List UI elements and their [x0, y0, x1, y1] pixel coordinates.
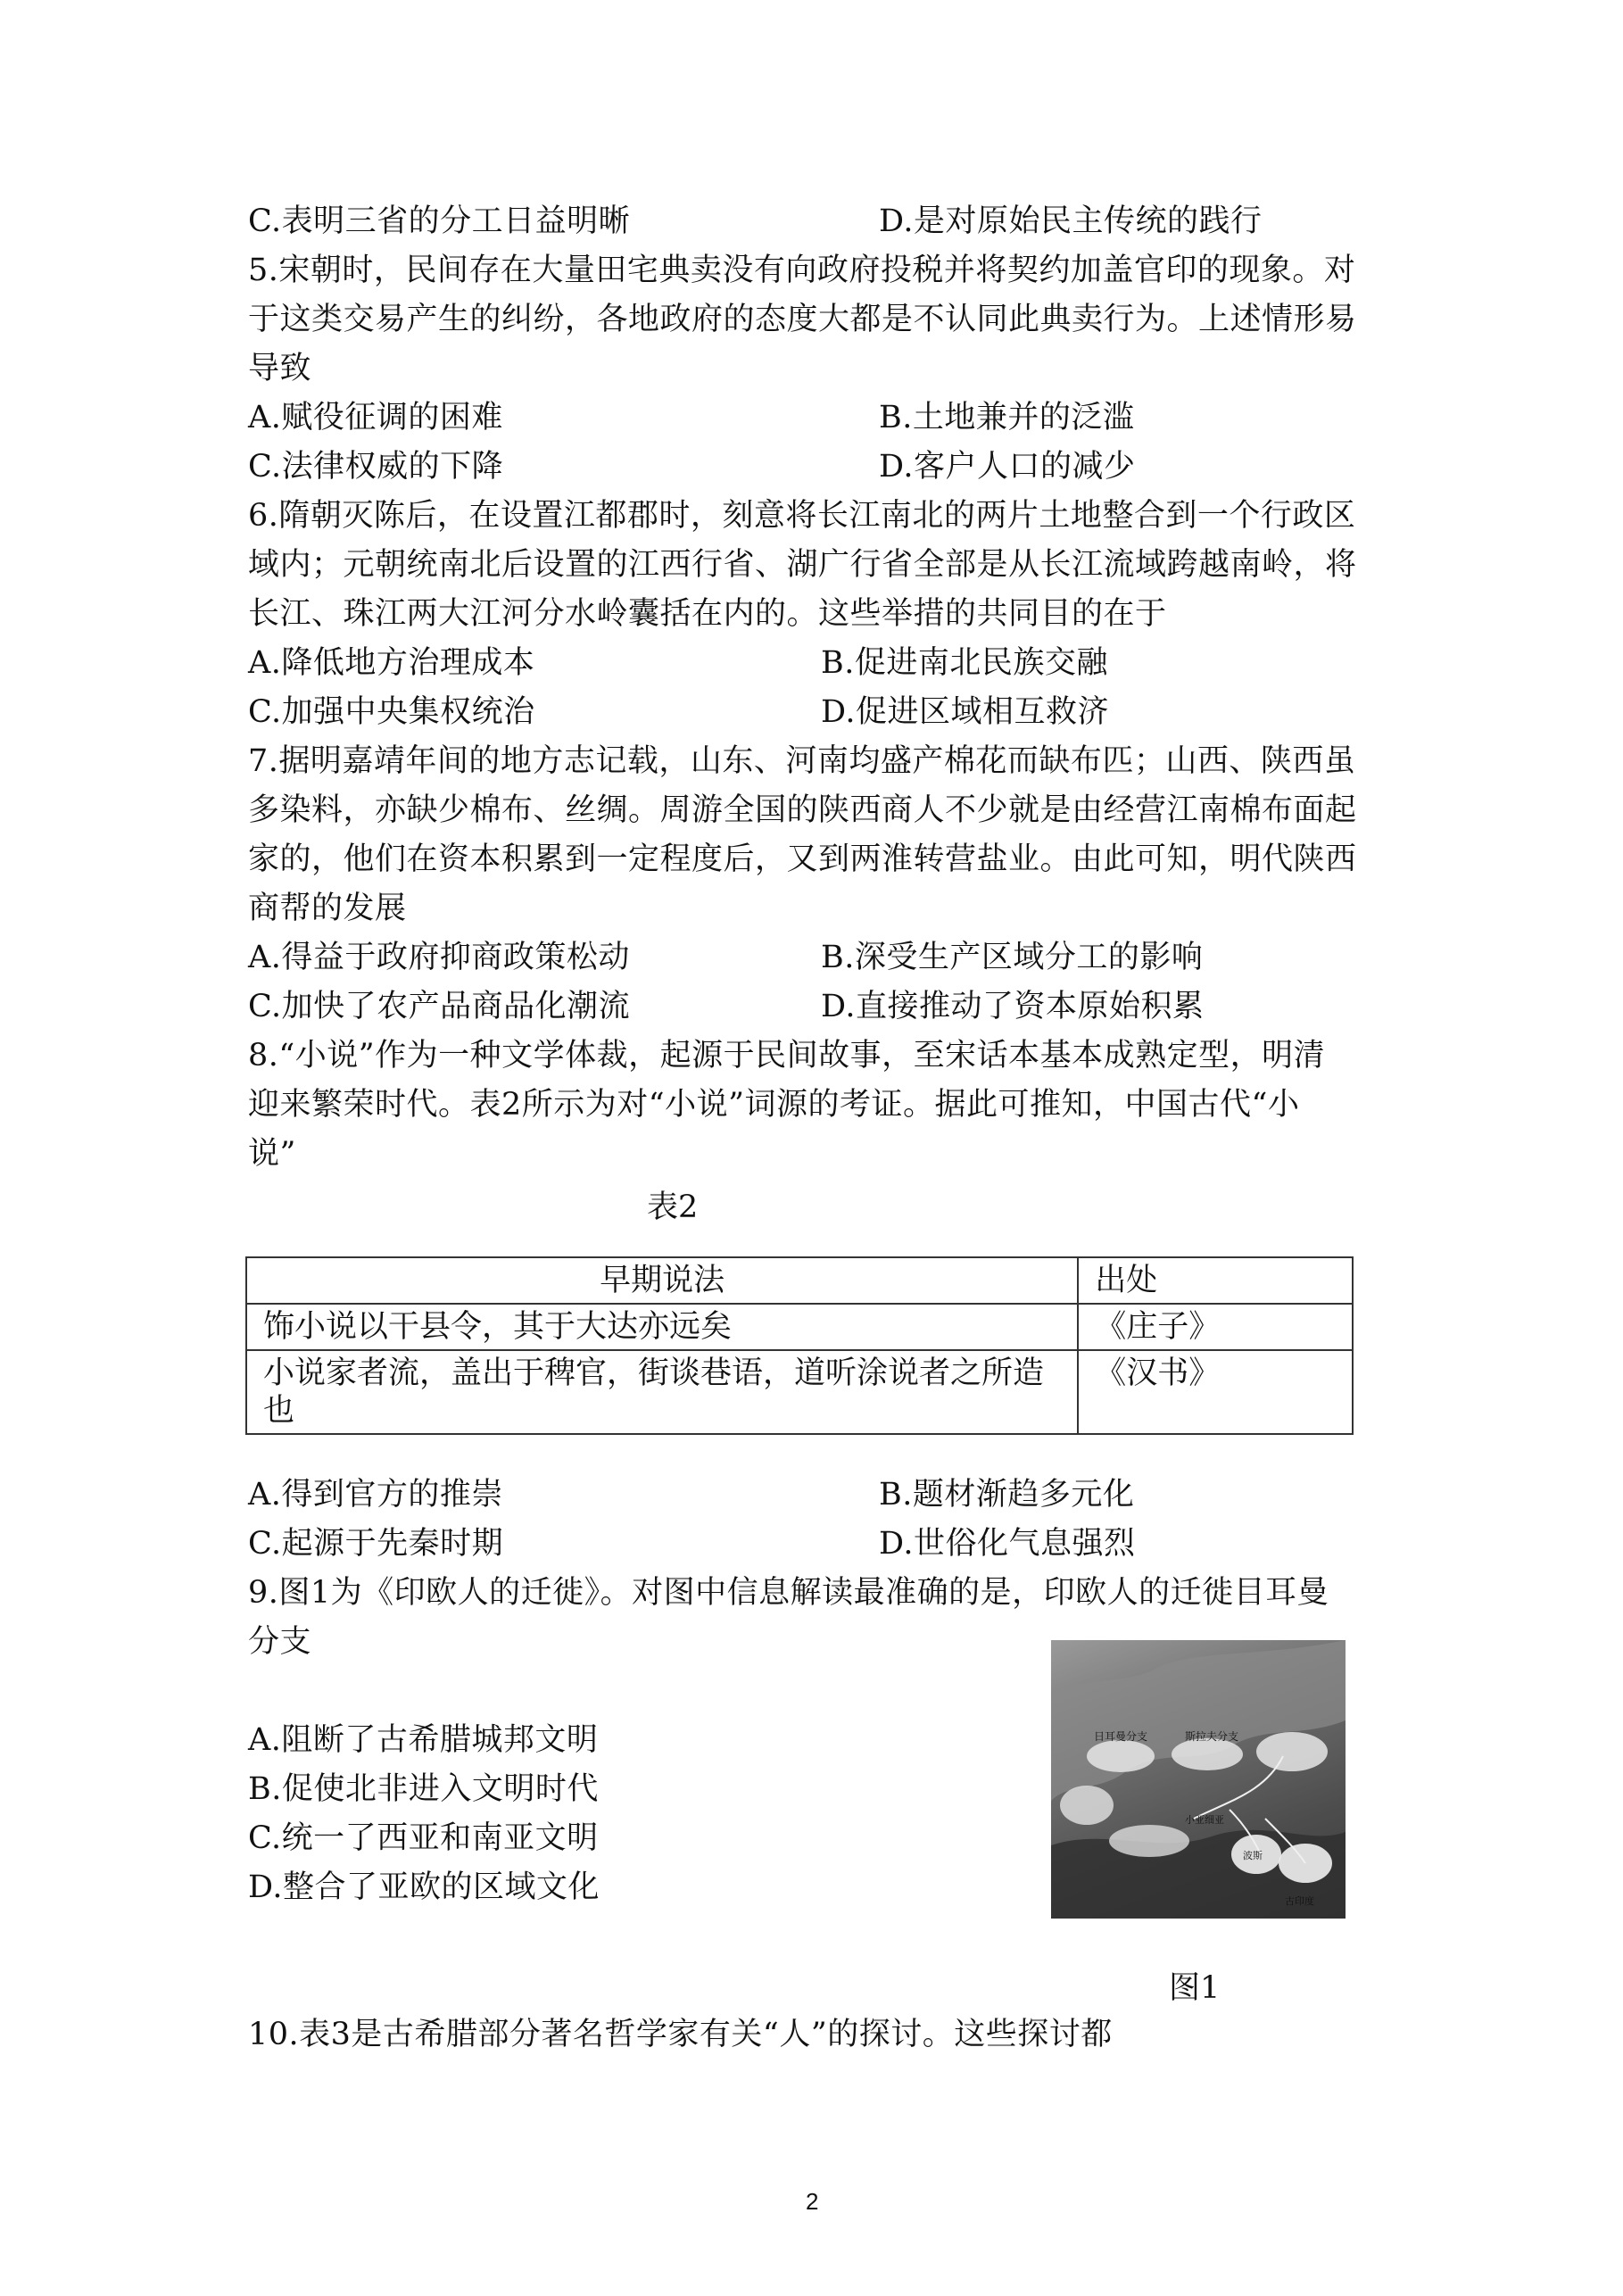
option-q8-opt-b: B.题材渐趋多元化: [879, 1477, 1135, 1513]
text-line-q9-l2: 分支: [248, 1624, 312, 1660]
map-label: 日耳曼分支: [1094, 1730, 1148, 1743]
figure-1-caption: 图1: [1169, 1970, 1221, 2006]
option-q6-opt-b: B.促进南北民族交融: [821, 645, 1108, 681]
text-line-q5-l1: 5.宋朝时，民间存在大量田宅典卖没有向政府投税并将契约加盖官印的现象。对: [248, 253, 1356, 288]
figure-1-map-image: [1051, 1640, 1346, 1919]
text-line-q9-opt-d: D.整合了亚欧的区域文化: [248, 1869, 600, 1905]
table-header-row: [246, 1257, 1353, 1304]
table-2: [245, 1256, 1354, 1435]
table-cell: 小说家者流，盖出于稗官，街谈巷语，道听涂说者之所造也: [246, 1350, 1078, 1434]
text-line-q7-l2: 多染料，亦缺少棉布、丝绸。周游全国的陕西商人不少就是由经营江南棉布面起: [248, 792, 1357, 828]
table-2-caption: 表2: [647, 1189, 699, 1225]
text-line-q5-opt-a: A.赋役征调的困难: [248, 400, 503, 435]
page-number: 2: [806, 2188, 819, 2215]
text-line-q6-l3: 长江、珠江两大江河分水岭囊括在内的。这些举措的共同目的在于: [248, 596, 1167, 632]
text-line-q5-opt-c: C.法律权威的下降: [248, 449, 504, 485]
table-cell: 饰小说以干县令，其于大达亦远矣: [246, 1304, 1078, 1350]
text-line-q9-opt-b: B.促使北非进入文明时代: [248, 1771, 599, 1807]
text-line-q8-l1: 8.“小说”作为一种文学体裁，起源于民间故事，至宋话本基本成熟定型，明清: [248, 1038, 1326, 1073]
option-q6-opt-d: D.促进区域相互救济: [821, 694, 1109, 730]
table-row: [246, 1304, 1353, 1350]
map-label: 小亚细亚: [1185, 1814, 1224, 1826]
text-line-q7-l4: 商帮的发展: [248, 891, 407, 926]
option-q7-opt-d: D.直接推动了资本原始积累: [821, 989, 1205, 1024]
text-line-q7-opt-a: A.得益于政府抑商政策松动: [248, 940, 630, 975]
text-line-q7-l3: 家的，他们在资本积累到一定程度后，又到两淮转营盐业。由此可知，明代陕西: [248, 841, 1357, 877]
map-label: 波斯: [1243, 1850, 1263, 1861]
text-line-q6-l2: 域内；元朝统南北后设置的江西行省、湖广行省全部是从长江流域跨越南岭，将: [248, 547, 1357, 583]
table-header-cell: 出处: [1078, 1257, 1353, 1304]
option-q5-opt-b: B.土地兼并的泛滥: [879, 400, 1135, 435]
table-cell: 《汉书》: [1078, 1350, 1353, 1434]
text-line-q5-l3: 导致: [248, 351, 312, 386]
option-q4-opt-d: D.是对原始民主传统的践行: [879, 203, 1263, 239]
table-header-cell: 早期说法: [246, 1257, 1078, 1304]
option-q8-opt-d: D.世俗化气息强烈: [879, 1526, 1136, 1562]
text-line-q8-opt-a: A.得到官方的推崇: [248, 1477, 503, 1513]
table-row: [246, 1350, 1353, 1434]
text-line-q6-opt-a: A.降低地方治理成本: [248, 645, 535, 681]
text-line-q10-l1: 10.表3是古希腊部分著名哲学家有关“人”的探讨。这些探讨都: [248, 2017, 1113, 2052]
option-q5-opt-d: D.客户人口的减少: [879, 449, 1136, 485]
map-label: 古印度: [1285, 1895, 1314, 1907]
text-line-q8-l2: 迎来繁荣时代。表2所示为对“小说”词源的考证。据此可推知，中国古代“小: [248, 1087, 1300, 1123]
text-line-q9-opt-a: A.阻断了古希腊城邦文明: [248, 1722, 599, 1758]
text-line-q5-l2: 于这类交易产生的纠纷，各地政府的态度大都是不认同此典卖行为。上述情形易: [248, 302, 1357, 337]
map-label: 斯拉夫分支: [1185, 1730, 1239, 1743]
table-cell: 《庄子》: [1078, 1304, 1353, 1350]
text-line-q8-l3: 说”: [248, 1136, 296, 1172]
text-line-q6-opt-c: C.加强中央集权统治: [248, 694, 535, 730]
text-line-q4-opt-c: C.表明三省的分工日益明晰: [248, 203, 631, 239]
text-line-q7-l1: 7.据明嘉靖年间的地方志记载，山东、河南均盛产棉花而缺布匹；山西、陕西虽: [248, 743, 1356, 779]
text-line-q9-opt-c: C.统一了西亚和南亚文明: [248, 1820, 599, 1856]
option-q7-opt-b: B.深受生产区域分工的影响: [821, 940, 1204, 975]
text-line-q7-opt-c: C.加快了农产品商品化潮流: [248, 989, 631, 1024]
text-line-q9-l1: 9.图1为《印欧人的迁徙》。对图中信息解读最准确的是，印欧人的迁徙目耳曼: [248, 1575, 1329, 1611]
text-line-q8-opt-c: C.起源于先秦时期: [248, 1526, 504, 1562]
text-line-q6-l1: 6.隋朝灭陈后，在设置江都郡时，刻意将长江南北的两片土地整合到一个行政区: [248, 498, 1356, 534]
